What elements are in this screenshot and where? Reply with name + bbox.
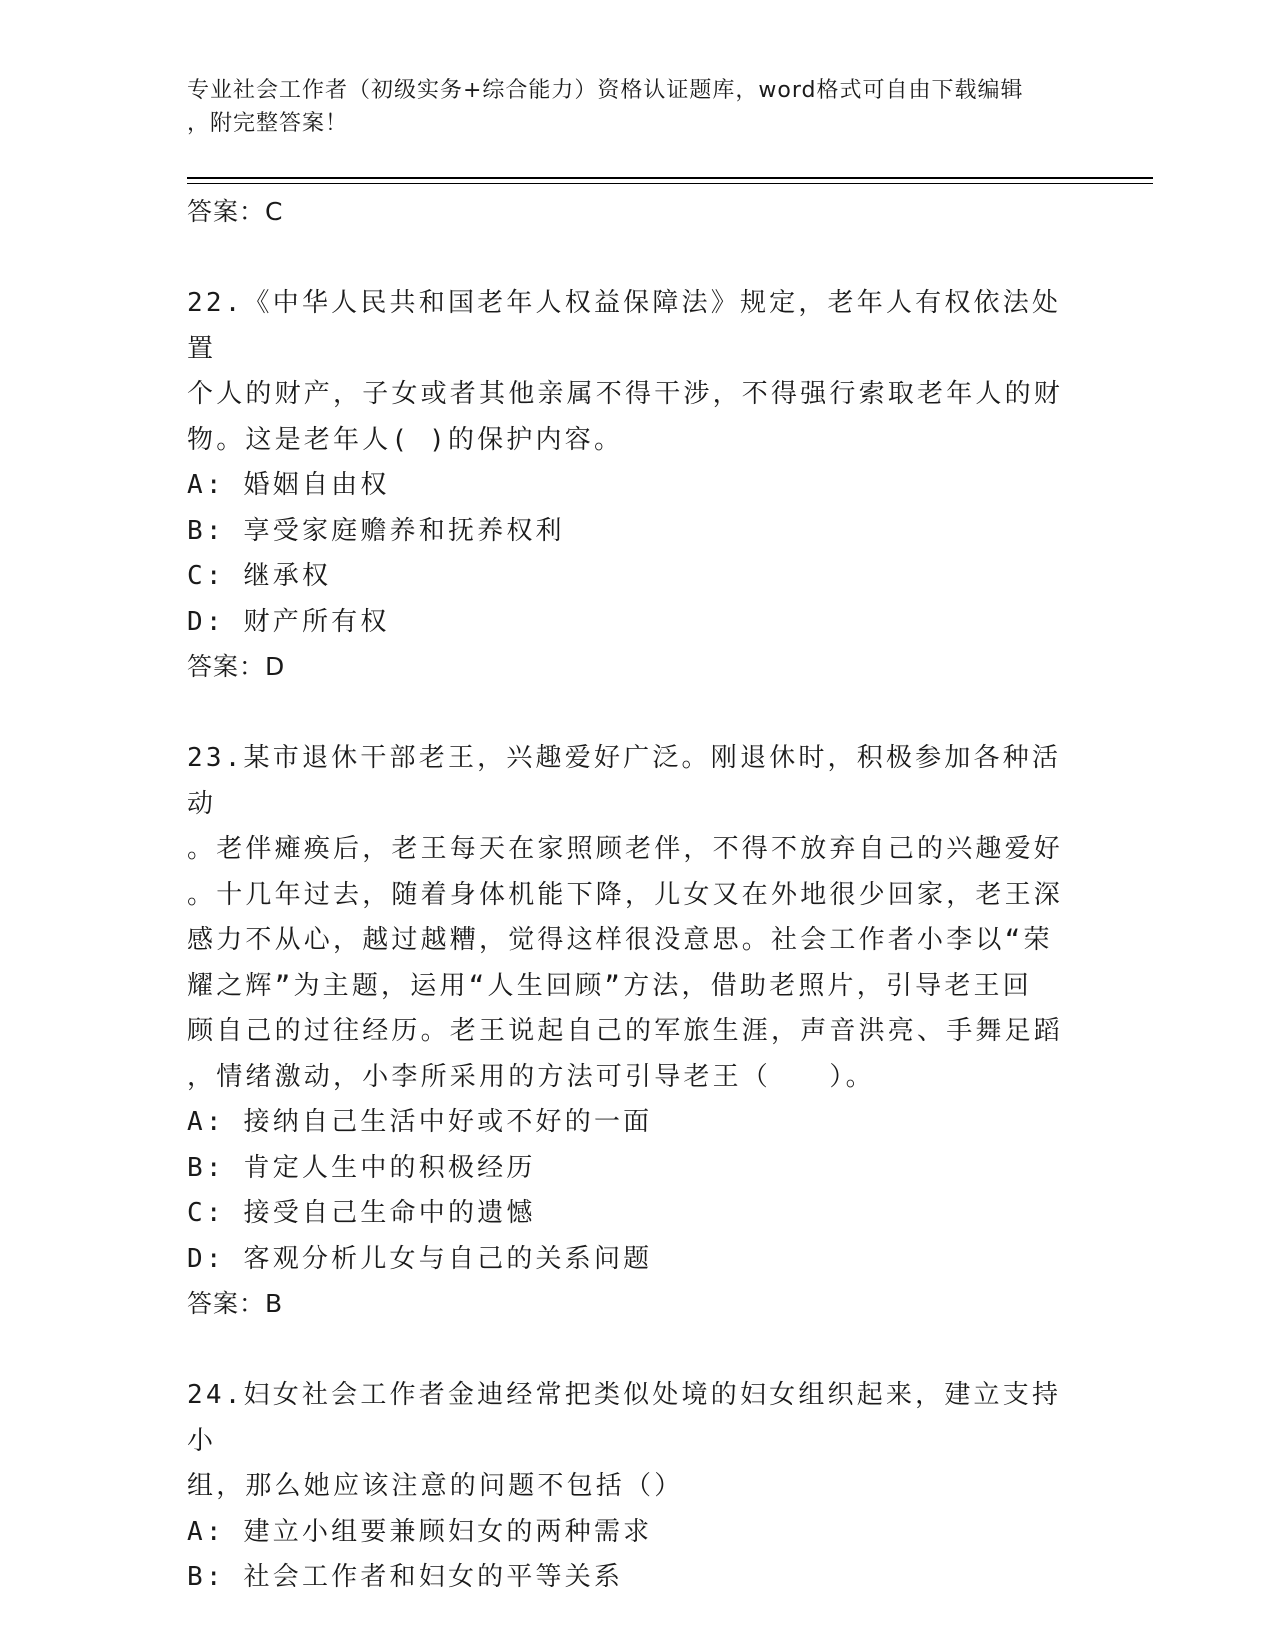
document-header [187, 74, 1087, 140]
question-text [187, 1373, 1087, 1510]
question-text [187, 281, 1087, 463]
header-divider-thick [187, 177, 1153, 179]
question-line: 耀之辉”为主题，运用“人生回顾”方法，借助老照片，引导老王回 [187, 970, 1032, 1001]
question-line: 24.妇女社会工作者金迪经常把类似处境的妇女组织起来，建立支持小 [187, 1380, 1062, 1456]
option-list [187, 1100, 1087, 1282]
question-line: 感力不从心，越过越糟，觉得这样很没意思。社会工作者小李以“荣 [187, 925, 1053, 955]
option-b: B: 享受家庭赡养和抚养权利 [187, 515, 565, 546]
answer-line: 答案：D [187, 652, 286, 681]
option-c: C: 继承权 [187, 561, 332, 591]
question-line: 物。这是老年人( )的保护内容。 [187, 424, 624, 455]
question-line: 组，那么她应该注意的问题不包括（） [187, 1471, 684, 1501]
question-line: 22.《中华人民共和国老年人权益保障法》规定，老年人有权依法处置 [187, 288, 1062, 364]
option-a: A: 婚姻自由权 [187, 470, 390, 500]
option-a: A: 建立小组要兼顾妇女的两种需求 [187, 1516, 653, 1547]
option-b: B: 肯定人生中的积极经历 [187, 1152, 536, 1183]
header-line-1: 专业社会工作者（初级实务+综合能力）资格认证题库，word格式可自由下载编辑 [187, 78, 1024, 103]
option-d: D: 客观分析儿女与自己的关系问题 [187, 1243, 653, 1274]
question-22 [187, 281, 1087, 689]
question-24 [187, 1373, 1087, 1601]
question-line: 。十几年过去，随着身体机能下降，儿女又在外地很少回家，老王深 [187, 879, 1064, 910]
option-list [187, 1510, 1087, 1601]
question-text [187, 736, 1087, 1100]
question-line: 顾自己的过往经历。老王说起自己的军旅生涯，声音洪亮、手舞足蹈 [187, 1016, 1064, 1046]
question-23 [187, 736, 1087, 1326]
option-b: B: 社会工作者和妇女的平等关系 [187, 1562, 624, 1592]
answer-line: 答案：B [187, 1289, 284, 1318]
option-d: D: 财产所有权 [187, 606, 390, 637]
question-line: ，情绪激动，小李所采用的方法可引导老王（ ）。 [187, 1061, 875, 1092]
question-line: 23.某市退休干部老王，兴趣爱好广泛。刚退休时，积极参加各种活动 [187, 743, 1062, 819]
question-line: 。老伴瘫痪后，老王每天在家照顾老伴，不得不放弃自己的兴趣爱好 [187, 834, 1064, 864]
document-body [187, 190, 1087, 1601]
header-line-2: ，附完整答案！ [187, 111, 349, 136]
header-divider-thin [187, 183, 1153, 184]
option-a: A: 接纳自己生活中好或不好的一面 [187, 1107, 653, 1137]
answer-line: 答案：C [187, 197, 284, 226]
option-list [187, 463, 1087, 645]
question-line: 个人的财产，子女或者其他亲属不得干涉，不得强行索取老年人的财 [187, 379, 1064, 409]
option-c: C: 接受自己生命中的遗憾 [187, 1198, 536, 1228]
